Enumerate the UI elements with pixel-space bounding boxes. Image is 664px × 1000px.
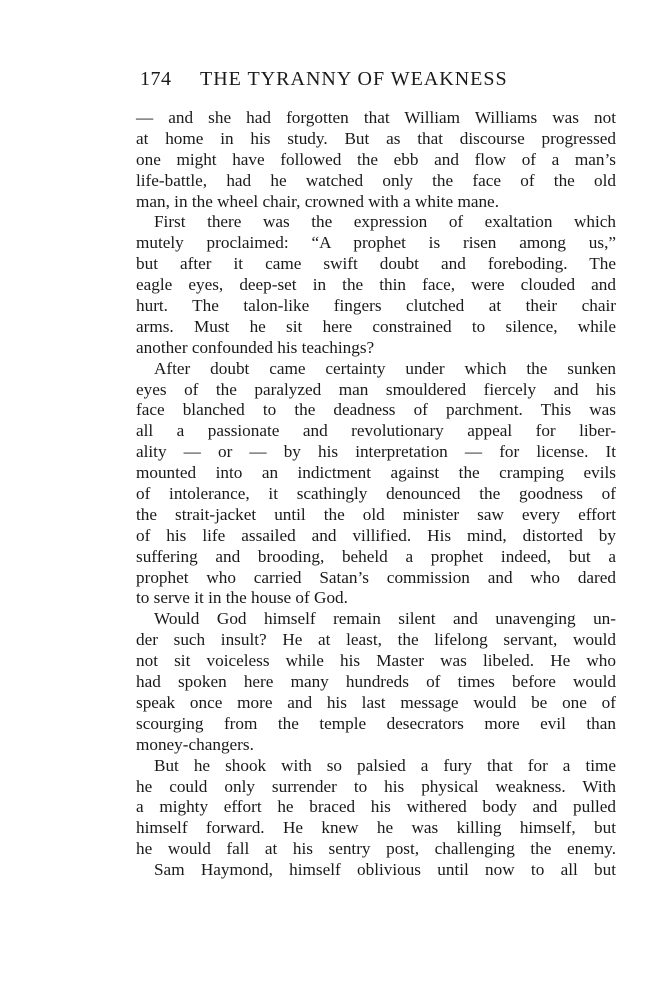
text-line: Would God himself remain silent and unavenging un- bbox=[154, 609, 616, 629]
text-line: hurt. The talon-like fingers clutched at their chair bbox=[136, 296, 616, 316]
text-line: but after it came swift doubt and foreboding. The bbox=[136, 254, 616, 274]
text-line: ality — or — by his interpretation — for license. It bbox=[136, 442, 616, 462]
text-line: himself forward. He knew he was killing himself, but bbox=[136, 818, 616, 838]
text-line: — and she had forgotten that William Williams was not bbox=[136, 108, 616, 127]
text-line: suffering and brooding, beheld a prophet indeed, but a bbox=[136, 546, 616, 566]
body-text bbox=[136, 108, 616, 881]
text-line: mutely proclaimed: “A prophet is risen among us,” bbox=[136, 233, 616, 253]
text-line: all a passionate and revolutionary appeal for liber- bbox=[136, 421, 616, 441]
text-line: After doubt came certainty under which the sunken bbox=[154, 358, 616, 378]
text-line: the strait-jacket until the old minister saw every effort bbox=[136, 504, 616, 524]
page-number: 174 bbox=[140, 68, 172, 90]
running-title: THE TYRANNY OF WEAKNESS bbox=[200, 68, 508, 90]
text-line: mounted into an indictment against the cramping evils bbox=[136, 463, 616, 483]
text-line: But he shook with so palsied a fury that for a time bbox=[154, 755, 616, 775]
running-head bbox=[140, 60, 540, 98]
text-line: First there was the expression of exaltation which bbox=[154, 212, 616, 232]
text-line: one might have followed the ebb and flow of a man’s bbox=[136, 149, 616, 169]
text-line: he could only surrender to his physical weakness. With bbox=[136, 776, 616, 796]
text-line: to serve it in the house of God. bbox=[136, 588, 348, 608]
text-line: of intolerance, it scathingly denounced the goodness of bbox=[136, 484, 616, 504]
text-line: man, in the wheel chair, crowned with a white mane. bbox=[136, 191, 499, 211]
text-line: he would fall at his sentry post, challenging the enemy. bbox=[136, 839, 616, 859]
text-line: a mighty effort he braced his withered body and pulled bbox=[136, 797, 616, 817]
text-line: face blanched to the deadness of parchment. This was bbox=[136, 400, 616, 420]
text-line: scourging from the temple desecrators more evil than bbox=[136, 713, 616, 733]
text-line: another confounded his teachings? bbox=[136, 337, 375, 357]
text-line: der such insult? He at least, the lifelong servant, would bbox=[136, 630, 616, 650]
text-line: at home in his study. But as that discourse progressed bbox=[136, 128, 616, 148]
text-line: not sit voiceless while his Master was libeled. He who bbox=[136, 651, 616, 671]
text-line: eagle eyes, deep-set in the thin face, were clouded and bbox=[136, 275, 616, 295]
text-line: speak once more and his last message would be one of bbox=[136, 692, 616, 712]
text-line: money-changers. bbox=[136, 734, 254, 754]
text-line: eyes of the paralyzed man smouldered fiercely and his bbox=[136, 379, 616, 399]
text-line: of his life assailed and villified. His mind, distorted by bbox=[136, 525, 616, 545]
text-line: Sam Haymond, himself oblivious until now to all but bbox=[154, 860, 616, 880]
text-line: arms. Must he sit here constrained to silence, while bbox=[136, 316, 616, 336]
text-line: life-battle, had he watched only the face of the old bbox=[136, 170, 616, 190]
text-line: prophet who carried Satan’s commission and who dared bbox=[136, 567, 616, 587]
text-line: had spoken here many hundreds of times before would bbox=[136, 672, 616, 692]
